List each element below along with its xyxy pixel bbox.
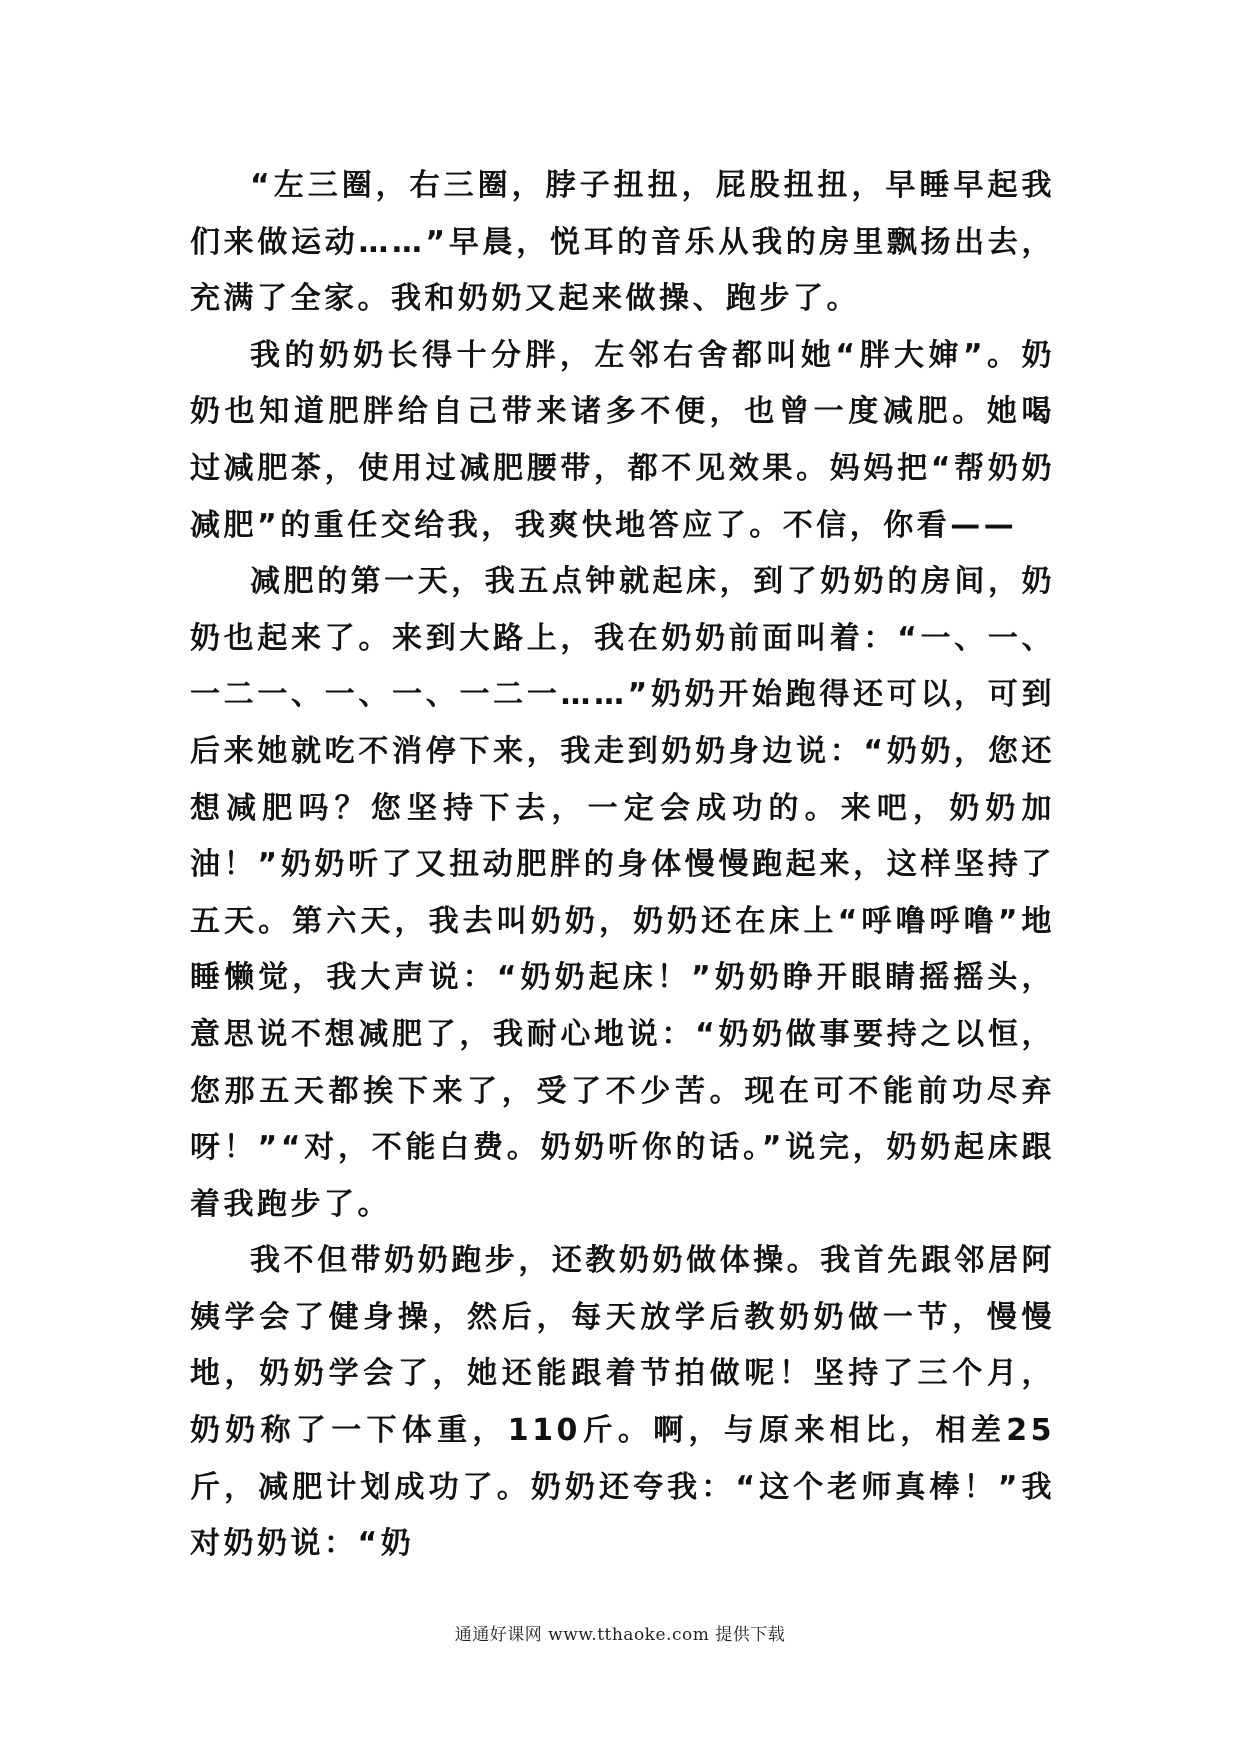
page-footer: 通通好课网 www.tthaoke.com 提供下载 bbox=[454, 1625, 786, 1645]
paragraph-1: “左三圈，右三圈，脖子扭扭，屁股扭扭，早睡早起我们来做运动……”早晨，悦耳的音乐从我的房里飘扬出去，充满了全家。我和奶奶又起来做操、跑步了。 bbox=[190, 168, 1055, 317]
paragraph-2: 我的奶奶长得十分胖，左邻右舍都叫她“胖大婶”。奶奶也知道肥胖给自己带来诸多不便，也曾一度减肥。她喝过减肥茶，使用过减肥腰带，都不见效果。妈妈把“帮奶奶减肥”的重任交给我，我爽快地答应了。不信，你看—— bbox=[190, 337, 1055, 543]
paragraph-3: 减肥的第一天，我五点钟就起床，到了奶奶的房间，奶奶也起来了。来到大路上，我在奶奶前面叫着：“一、一、一二一、一、一、一二一……”奶奶开始跑得还可以，可到后来她就吃不消停下来，我走到奶奶身边说：“奶奶，您还想减肥吗？您坚持下去，一定会成功的。来吧，奶奶加油！”奶奶听了又扭动肥胖的身体慢慢跑起来，这样坚持了五天。第六天，我去叫奶奶，奶奶还在床上“呼噜呼噜”地睡懒觉，我大声说：“奶奶起床！”奶奶睁开眼睛摇摇头，意思说不想减肥了，我耐心地说：“奶奶做事要持之以恒，您那五天都挨下来了，受了不少苦。现在可不能前功尽弃呀！”“对，不能白费。奶奶听你的话。”说完，奶奶起床跟着我跑步了。 bbox=[190, 564, 1055, 1222]
essay-body bbox=[190, 158, 1055, 1573]
paragraph-4: 我不但带奶奶跑步，还教奶奶做体操。我首先跟邻居阿姨学会了健身操，然后，每天放学后教奶奶做一节，慢慢地，奶奶学会了，她还能跟着节拍做呢！坚持了三个月，奶奶称了一下体重，110斤。啊，与原来相比，相差25斤，减肥计划成功了。奶奶还夸我：“这个老师真棒！”我对奶奶说：“奶 bbox=[190, 1243, 1055, 1562]
